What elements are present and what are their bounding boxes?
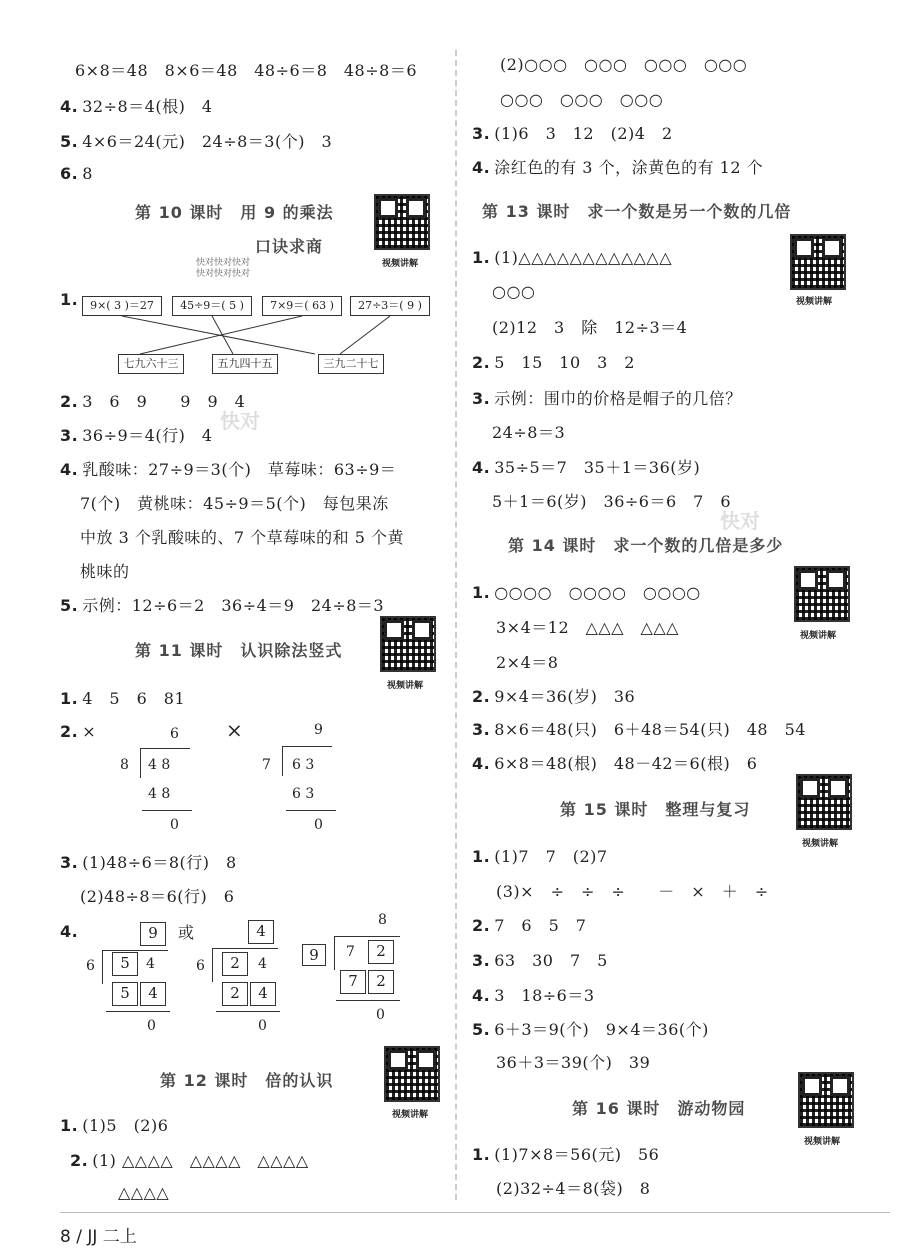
l10-q1: 1. (60, 290, 79, 309)
page-footer: 8 / JJ 二上 (60, 1227, 137, 1247)
l14-q3: 3. 8×6＝48(只) 6＋48＝54(只) 48 54 (472, 720, 806, 739)
subtract-line (216, 1011, 280, 1012)
l16-q1: 1. (1)7×8＝56(元) 56 (472, 1145, 660, 1164)
l15-q3: 3. 63 30 7 5 (472, 951, 608, 970)
divisor: 6 (196, 958, 205, 974)
cross-mark: × (226, 718, 244, 742)
division-bar (334, 936, 400, 937)
division-bracket (334, 936, 335, 970)
l10-q5: 5. 示例：12÷6＝2 36÷4＝9 24÷8＝3 (60, 596, 385, 615)
lesson-12-heading: 第 12 课时 倍的认识 (160, 1071, 334, 1090)
digit-box: 5 (112, 952, 138, 976)
right-q3: 3. (1)6 3 12 (2)4 2 (472, 124, 673, 143)
digit-box: 7 (340, 970, 366, 994)
l10-q4-line3: 中放 3 个乳酸味的、7 个草莓味的和 5 个黄 (80, 528, 404, 547)
subtract-line (336, 1000, 400, 1001)
l11-q3-line2: (2)48÷8＝6(行) 6 (80, 887, 235, 906)
remainder: 0 (314, 817, 323, 833)
l13-q1: 1. (1)△△△△△△△△△△△△ (472, 248, 673, 267)
qr-label: 视频讲解 (804, 1137, 841, 1147)
digit-box: 5 (112, 982, 138, 1006)
l15-q4: 4. 3 18÷6＝3 (472, 986, 595, 1005)
qr-label: 视频讲解 (392, 1110, 429, 1120)
digit-box: 9 (302, 944, 326, 966)
remainder: 0 (170, 817, 179, 833)
dividend: 6 3 (292, 757, 315, 773)
remainder: 0 (147, 1018, 156, 1034)
division-bracket (102, 950, 103, 984)
quotient: 6 (170, 726, 179, 742)
division-bar (102, 950, 168, 951)
match-bottom-box: 三九二十七 (318, 354, 384, 374)
match-bottom-box: 五九四十五 (212, 354, 278, 374)
l15-q5-line2: 36＋3＝39(个) 39 (496, 1053, 651, 1072)
digit: 7 (346, 944, 355, 960)
lesson-13-heading: 第 13 课时 求一个数是另一个数的几倍 (482, 202, 792, 221)
remainder: 0 (258, 1018, 267, 1034)
digit-box: 4 (140, 982, 166, 1006)
or-label: 或 (178, 923, 195, 942)
qr-code-icon[interactable] (794, 566, 850, 622)
footer-rule (60, 1212, 890, 1213)
l14-q2: 2. 9×4＝36(岁) 36 (472, 687, 636, 706)
subtract-line (286, 810, 336, 811)
l14-q1-line2: 3×4＝12 △△△ △△△ (496, 618, 679, 637)
subtract-line (142, 810, 192, 811)
division-bracket (140, 748, 141, 778)
digit-box: 2 (368, 940, 394, 964)
l10-q3: 3. 36÷9＝4(行) 4 (60, 426, 213, 445)
l15-q1: 1. (1)7 7 (2)7 (472, 847, 608, 866)
l14-q1: 1. ○○○○ ○○○○ ○○○○ (472, 583, 701, 602)
division-bar (282, 746, 332, 747)
digit-box: 4 (248, 920, 274, 944)
l11-q3: 3. (1)48÷6＝8(行) 8 (60, 853, 237, 872)
divisor: 7 (262, 757, 271, 773)
matching-lines (80, 316, 440, 356)
division-bracket (212, 948, 213, 982)
lesson-10-heading-2: 口诀求商 (255, 237, 324, 256)
l14-q4: 4. 6×8＝48(根) 48－42＝6(根) 6 (472, 754, 758, 773)
answer-line: 6×8＝48 8×6＝48 48÷6＝8 48÷8＝6 (75, 61, 418, 80)
l12-q2-line2: △△△△ (118, 1183, 170, 1202)
dividend: 4 8 (148, 757, 171, 773)
qr-code-icon[interactable] (798, 1072, 854, 1128)
answer-5: 5. 4×6＝24(元) 24÷8＝3(个) 3 (60, 132, 333, 151)
qr-label: 视频讲解 (800, 631, 837, 641)
match-top-box: 7×9＝( 63 ) (262, 296, 342, 316)
l16-q1-line2: (2)32÷4＝8(袋) 8 (496, 1179, 651, 1198)
l10-q4-line2: 7(个) 黄桃味：45÷9＝5(个) 每包果冻 (80, 494, 389, 513)
match-top-box: 45÷9＝( 5 ) (172, 296, 252, 316)
lesson-11-heading: 第 11 课时 认识除法竖式 (135, 641, 343, 660)
match-top-box: 9×( 3 )＝27 (82, 296, 162, 316)
division-bracket (282, 746, 283, 776)
l13-q2: 2. 5 15 10 3 2 (472, 353, 635, 372)
l12-q1: 1. (1)5 (2)6 (60, 1116, 169, 1135)
digit-box: 2 (222, 982, 248, 1006)
l10-q4: 4. 乳酸味：27÷9＝3(个) 草莓味：63÷9＝ (60, 460, 397, 479)
product: 4 8 (148, 786, 171, 802)
digit-box: 4 (250, 982, 276, 1006)
l11-q1: 1. 4 5 6 81 (60, 689, 186, 708)
qr-code-icon[interactable] (790, 234, 846, 290)
l11-q4: 4. (60, 922, 79, 941)
right-line-2: ○○○ ○○○ ○○○ (500, 90, 664, 109)
l15-q5: 5. 6＋3＝9(个) 9×4＝36(个) (472, 1020, 709, 1039)
divisor: 8 (120, 757, 129, 773)
lesson-15-heading: 第 15 课时 整理与复习 (560, 800, 751, 819)
l15-q2: 2. 7 6 5 7 (472, 916, 587, 935)
l13-q1-line2: ○○○ (492, 282, 536, 301)
digit-box: 2 (368, 970, 394, 994)
l11-q2: 2. × (60, 722, 97, 741)
l13-q3: 3. 示例：围巾的价格是帽子的几倍？ (472, 389, 742, 408)
lesson-14-heading: 第 14 课时 求一个数的几倍是多少 (508, 536, 784, 555)
digit-box: 2 (222, 952, 248, 976)
l12-q2: 2. (1) △△△△ △△△△ △△△△ (70, 1151, 309, 1170)
kuaidui-label: 快对快对快对 快对快对快对 (196, 258, 251, 279)
qr-label: 视频讲解 (387, 681, 424, 691)
l13-q4-line2: 5＋1＝6(岁) 36÷6＝6 7 6 (492, 492, 732, 511)
quotient: 9 (314, 722, 323, 738)
match-top-box: 27÷3＝( 9 ) (350, 296, 430, 316)
right-q4: 4. 涂红色的有 3 个，涂黄色的有 12 个 (472, 158, 764, 177)
quotient: 8 (378, 912, 387, 928)
subtract-line (106, 1011, 170, 1012)
answer-4: 4. 32÷8＝4(根) 4 (60, 97, 213, 116)
watermark: 快对 (220, 409, 260, 433)
division-bar (212, 948, 278, 949)
remainder: 0 (376, 1007, 385, 1023)
l10-q4-line4: 桃味的 (80, 562, 130, 581)
qr-code-icon[interactable] (796, 774, 852, 830)
answer-6: 6. 8 (60, 164, 93, 183)
product: 6 3 (292, 786, 315, 802)
watermark: 快对 (720, 509, 760, 533)
division-bar (140, 748, 190, 749)
l15-q1-line2: (3)× ÷ ÷ ÷ － × ＋ ÷ (496, 882, 769, 901)
right-line-1: (2)○○○ ○○○ ○○○ ○○○ (500, 55, 748, 74)
digit-box: 9 (140, 922, 166, 946)
qr-code-icon[interactable] (380, 616, 436, 672)
l10-q2: 2. 3 6 9 9 9 4 (60, 392, 246, 411)
column-divider (455, 50, 457, 1200)
digit: 4 (146, 956, 155, 972)
l13-q3-line2: 24÷8＝3 (492, 423, 566, 442)
divisor: 6 (86, 958, 95, 974)
qr-label: 视频讲解 (802, 839, 839, 849)
l13-q1-line3: (2)12 3 除 12÷3＝4 (492, 318, 688, 337)
qr-code-icon[interactable] (384, 1046, 440, 1102)
qr-label: 视频讲解 (796, 297, 833, 307)
qr-label: 视频讲解 (382, 259, 419, 269)
digit: 4 (258, 956, 267, 972)
lesson-16-heading: 第 16 课时 游动物园 (572, 1099, 746, 1118)
l14-q1-line3: 2×4＝8 (496, 653, 559, 672)
lesson-10-heading: 第 10 课时 用 9 的乘法 (135, 203, 334, 222)
l13-q4: 4. 35÷5＝7 35＋1＝36(岁) (472, 458, 701, 477)
match-bottom-box: 七九六十三 (118, 354, 184, 374)
qr-code-icon[interactable] (374, 194, 430, 250)
